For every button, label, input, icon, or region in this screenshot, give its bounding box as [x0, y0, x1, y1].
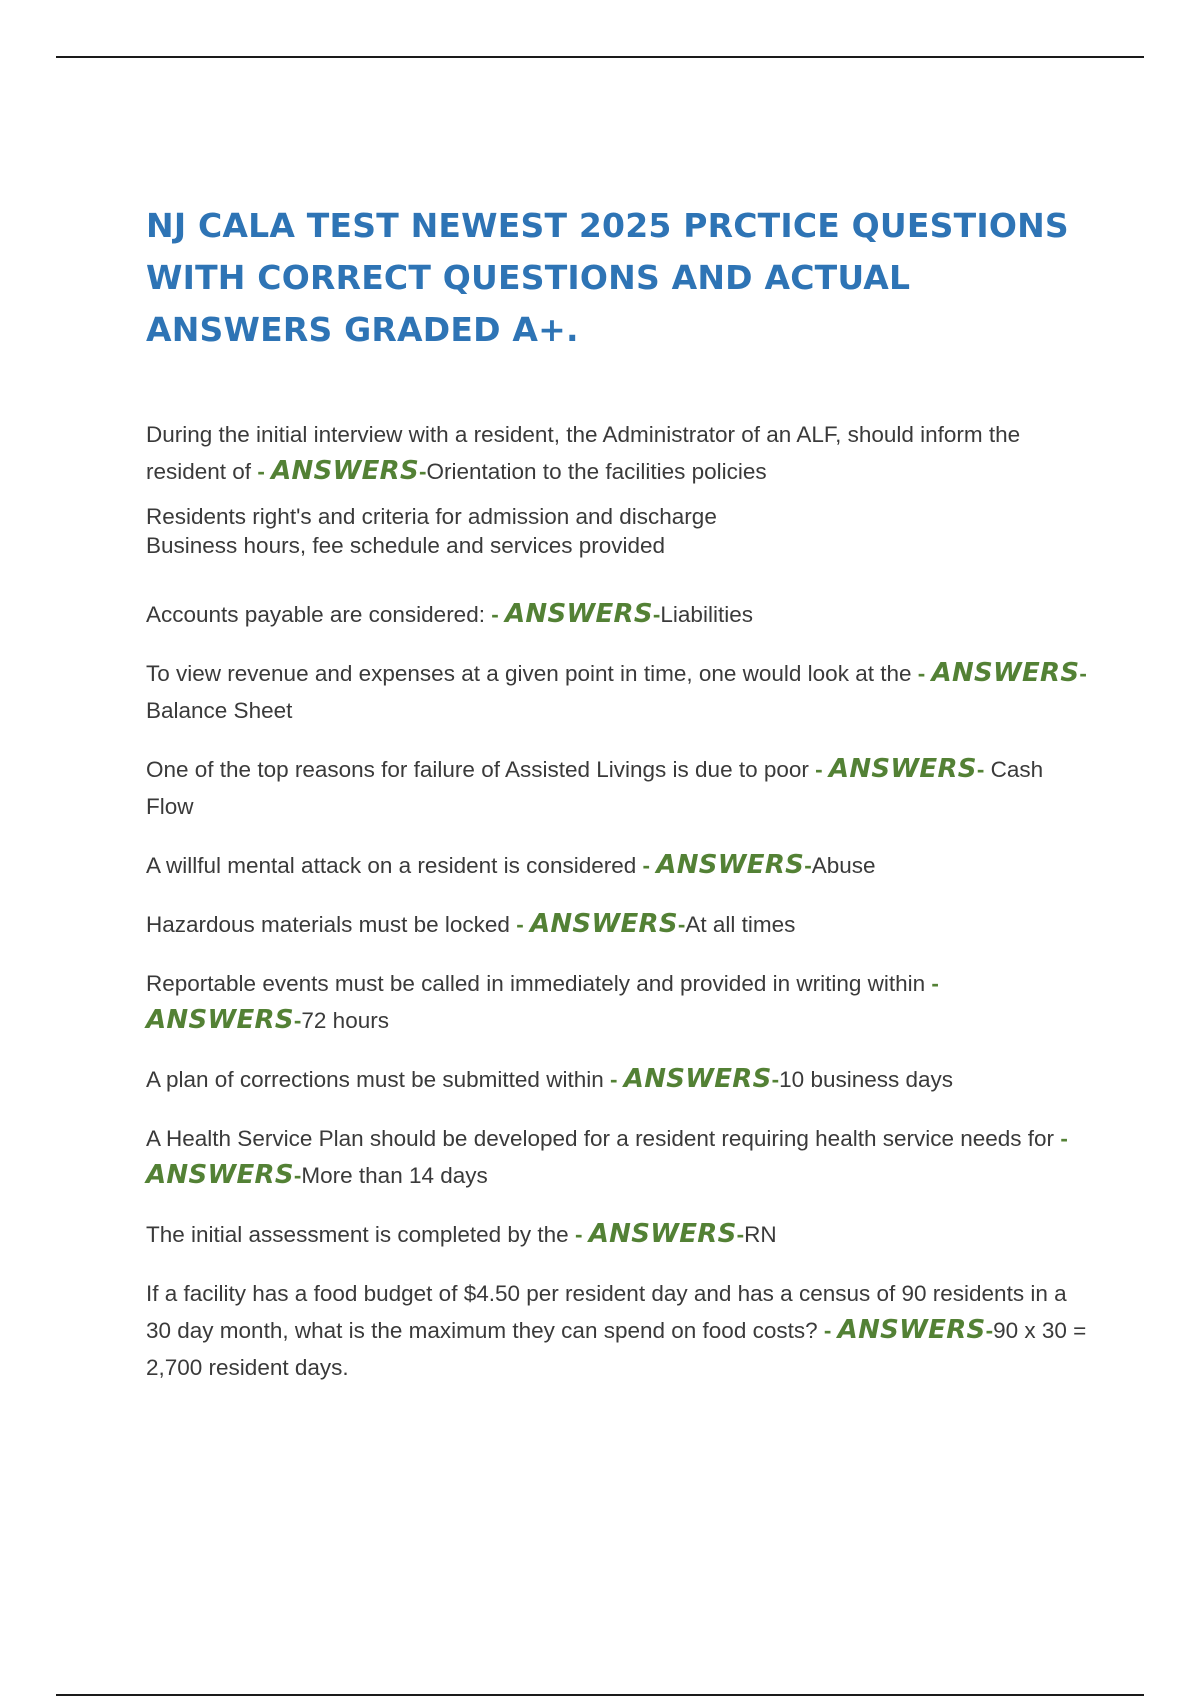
answers-label: ANSWERS: [837, 1315, 986, 1345]
qa-item-10: The initial assessment is completed by the - ANSWERS-RN: [146, 1219, 777, 1249]
extra-line: Residents right's and criteria for admission and discharge: [146, 504, 717, 529]
qa-item-3: To view revenue and expenses at a given point in time, one would look at the - ANSWERS-Balance Sheet: [146, 658, 1087, 723]
question-text: The initial assessment is completed by the: [146, 1222, 569, 1247]
qa-item-2: Accounts payable are considered: - ANSWERS-Liabilities: [146, 599, 753, 629]
answers-label: ANSWERS: [146, 1160, 294, 1190]
answer-text: Balance Sheet: [146, 698, 293, 723]
question-text: During the initial interview with a resident, the Administrator of an ALF, should inform the resident of: [146, 422, 1021, 484]
answer-text: 90 x 30 = 2,700 resident days.: [146, 1318, 1087, 1380]
answers-label: ANSWERS: [529, 909, 678, 939]
answer-text: Orientation to the facilities policies: [426, 459, 767, 484]
question-text: Accounts payable are considered:: [146, 602, 485, 627]
qa-list: [146, 416, 1096, 1386]
answer-text: Abuse: [811, 853, 876, 878]
document-title: NJ CALA TEST NEWEST 2025 PRCTICE QUESTIONS WITH CORRECT QUESTIONS AND ACTUAL ANSWERS GRADED A+.: [146, 206, 1069, 349]
answer-text: At all times: [685, 912, 796, 937]
qa-item-7: Reportable events must be called in immediately and provided in writing within - ANSWERS-72 hours: [146, 971, 939, 1035]
answer-text: More than 14 days: [301, 1163, 488, 1188]
document-body: [146, 200, 1096, 1408]
question-text: Hazardous materials must be locked: [146, 912, 510, 937]
answer-text: Cash Flow: [146, 757, 1044, 819]
bottom-rule: [56, 1694, 1144, 1696]
question-text: Reportable events must be called in immediately and provided in writing within: [146, 971, 926, 996]
question-text: A willful mental attack on a resident is considered: [146, 853, 637, 878]
top-rule: [56, 56, 1144, 58]
answers-label: ANSWERS: [588, 1219, 737, 1249]
extra-line: Business hours, fee schedule and services provided: [146, 533, 666, 558]
qa-item-9: A Health Service Plan should be developed for a resident requiring health service needs for - ANSWERS-More than 14 days: [146, 1126, 1068, 1190]
question-text: A Health Service Plan should be developed for a resident requiring health service needs for: [146, 1126, 1055, 1151]
qa-item-6: Hazardous materials must be locked - ANSWERS-At all times: [146, 909, 796, 939]
answers-label: ANSWERS: [146, 1005, 294, 1035]
answers-label: ANSWERS: [505, 599, 653, 629]
qa-item-1-extra: [146, 502, 1096, 560]
answers-label: ANSWERS: [271, 456, 419, 486]
answer-text: RN: [744, 1222, 777, 1247]
qa-item-4: One of the top reasons for failure of Assisted Livings is due to poor - ANSWERS- Cash Flow: [146, 754, 1044, 819]
question-text: One of the top reasons for failure of Assisted Livings is due to poor: [146, 757, 809, 782]
answer-text: Liabilities: [660, 602, 753, 627]
qa-item-5: A willful mental attack on a resident is considered - ANSWERS-Abuse: [146, 850, 876, 880]
answer-text: 72 hours: [301, 1008, 389, 1033]
question-text: A plan of corrections must be submitted within: [146, 1067, 604, 1092]
qa-item-11: If a facility has a food budget of $4.50 per resident day and has a census of 90 residents in a 30 day month, what is the maximum they can spend on food costs? - ANSWERS-90 x 30 = 2,700 resident days.: [146, 1281, 1087, 1380]
question-text: If a facility has a food budget of $4.50 per resident day and has a census of 90 residents in a 30 day month, what is the maximum they can spend on food costs?: [146, 1281, 1067, 1343]
qa-item-8: A plan of corrections must be submitted within - ANSWERS-10 business days: [146, 1064, 954, 1094]
answers-label: ANSWERS: [656, 850, 805, 880]
answer-text: 10 business days: [779, 1067, 954, 1092]
qa-item-1: During the initial interview with a resident, the Administrator of an ALF, should inform the resident of - ANSWERS-Orientation to the facilities policies: [146, 422, 1021, 486]
answers-label: ANSWERS: [828, 754, 977, 784]
answers-label: ANSWERS: [931, 658, 1080, 688]
answers-label: ANSWERS: [623, 1064, 772, 1094]
question-text: To view revenue and expenses at a given point in time, one would look at the: [146, 661, 912, 686]
